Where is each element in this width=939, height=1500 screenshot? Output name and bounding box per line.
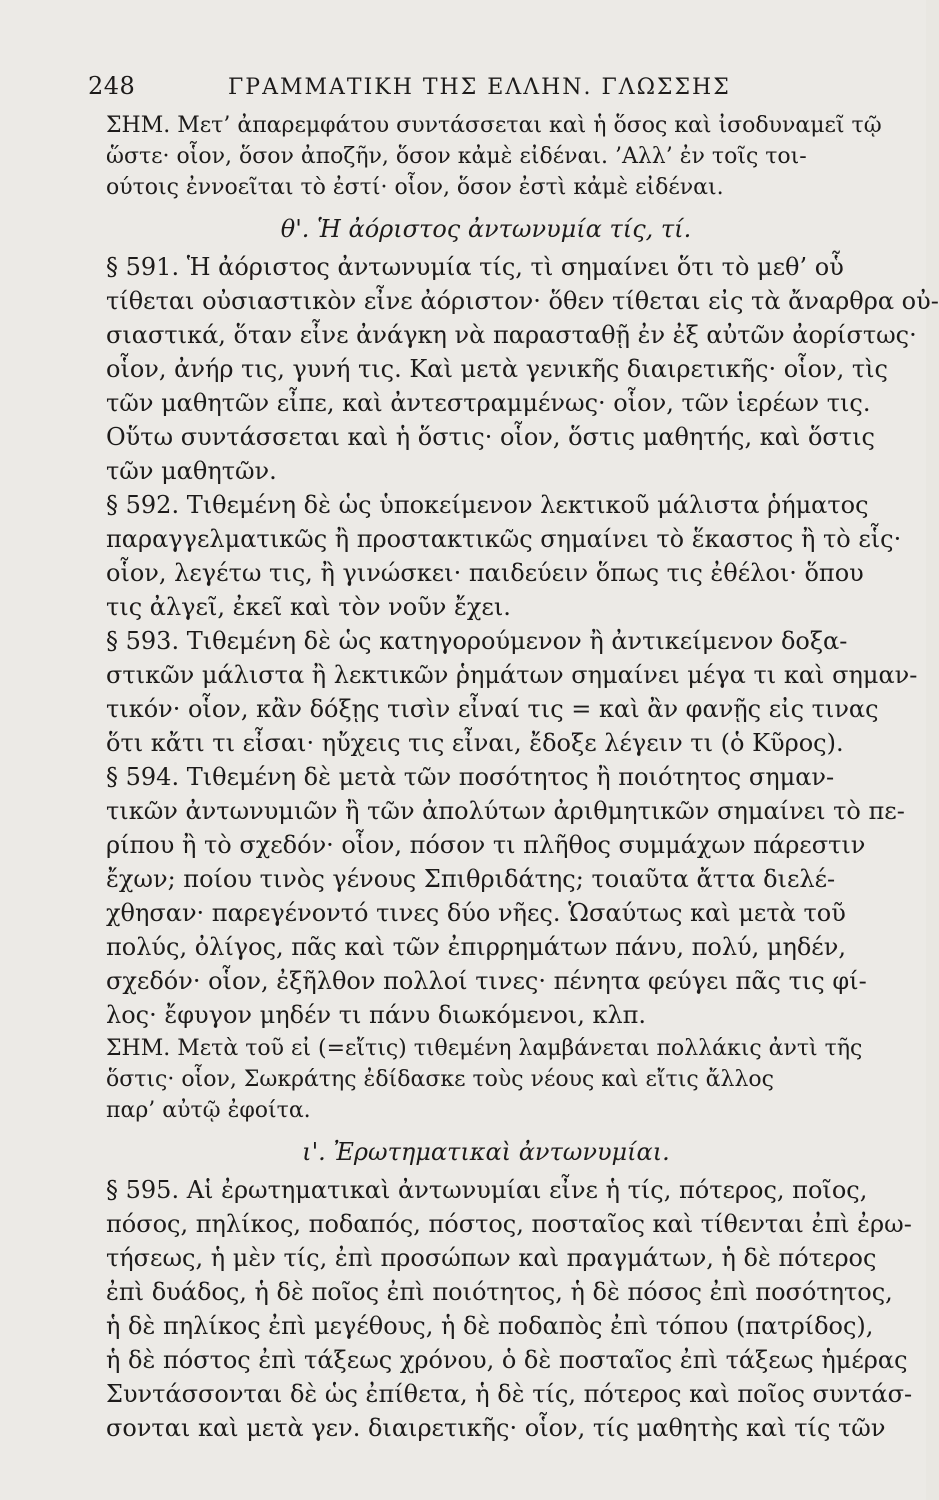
text-line: σχεδόν· οἷον, ἐξῆλθον πολλοί τινες· πένητα φεύγει πᾶς τις φί- <box>106 967 867 995</box>
text-line: παραγγελματικῶς ἢ προστακτικῶς σημαίνει τὸ ἕκαστος ἢ τὸ εἷς· <box>106 525 902 553</box>
text-line: παρ’ αὐτῷ ἐφοίτα. <box>106 1098 311 1123</box>
text-line: ΣΗΜ. Μετὰ τοῦ εἰ (=εἴτις) τιθεμένη λαμβάνεται πολλάκις ἀντὶ τῆς <box>106 1036 863 1061</box>
text-line: τῶν μαθητῶν. <box>106 457 277 485</box>
text-line: Οὕτω συντάσσεται καὶ ἡ ὅστις· οἷον, ὅστις μαθητής, καὶ ὅστις <box>106 423 875 451</box>
text-line: Συντάσσονται δὲ ὡς ἐπίθετα, ἡ δὲ τίς, πότερος καὶ ποῖος συντάσ- <box>106 1380 913 1408</box>
text-line: ἔχων; ποίου τινὸς γένους Σπιθριδάτης; τοιαῦτα ἄττα διελέ- <box>106 865 836 893</box>
text-line: ούτοις ἐννοεῖται τὸ ἐστί· οἷον, ὅσον ἐστὶ κἀμὲ εἰδέναι. <box>106 175 724 200</box>
text-line: ρίπου ἢ τὸ σχεδόν· οἷον, πόσον τι πλῆθος συμμάχων πάρεστιν <box>106 831 866 859</box>
text-line: λος· ἔφυγον μηδέν τι πάνυ διωκόμενοι, κλπ. <box>106 1001 647 1029</box>
text-line: πολύς, ὀλίγος, πᾶς καὶ τῶν ἐπιρρημάτων πάνυ, πολύ, μηδέν, <box>106 933 846 961</box>
page-header <box>88 72 848 112</box>
page-number: 248 <box>88 72 136 100</box>
text-line: πόσος, πηλίκος, ποδαπός, πόστος, ποσταῖος καὶ τίθενται ἐπὶ ἐρω- <box>106 1210 912 1238</box>
text-line: § 592. Τιθεμένη δὲ ὡς ὑποκείμενον λεκτικοῦ μάλιστα ῥήματος <box>106 491 869 519</box>
text-line: § 594. Τιθεμένη δὲ μετὰ τῶν ποσότητος ἢ ποιότητος σημαν- <box>106 763 835 791</box>
text-line: τις ἀλγεῖ, ἐκεῖ καὶ τὸν νοῦν ἔχει. <box>106 593 511 621</box>
running-title: ΓΡΑΜΜΑΤΙΚΗ ΤΗΣ ΕΛΛΗΝ. ΓΛΩΣΣΗΣ <box>228 75 731 100</box>
text-line: τίθεται οὐσιαστικὸν εἶνε ἀόριστον· ὅθεν τίθεται εἰς τὰ ἄναρθρα οὐ- <box>106 287 939 315</box>
text-line: τικόν· οἷον, κἂν δόξῃς τισὶν εἶναί τις = καὶ ἂν φανῇς εἰς τινας <box>106 695 879 723</box>
text-line: τήσεως, ἡ μὲν τίς, ἐπὶ προσώπων καὶ πραγμάτων, ἡ δὲ πότερος <box>106 1244 877 1272</box>
text-line: § 593. Τιθεμένη δὲ ὡς κατηγορούμενον ἢ ἀντικείμενον δοξα- <box>106 627 848 655</box>
text-line: ἡ δὲ πηλίκος ἐπὶ μεγέθους, ἡ δὲ ποδαπὸς ἐπὶ τόπου (πατρίδος), <box>106 1312 874 1340</box>
text-line: τῶν μαθητῶν εἶπε, καὶ ἀντεστραμμένως· οἷον, τῶν ἱερέων τις. <box>106 389 871 417</box>
text-line: ὥστε· οἷον, ὅσον ἀποζῆν, ὅσον κἀμὲ εἰδέναι. ’Αλλ’ ἐν τοῖς τοι- <box>106 144 807 169</box>
text-line: χθησαν· παρεγένοντό τινες δύο νῆες. Ὡσαύτως καὶ μετὰ τοῦ <box>106 899 846 927</box>
text-line: ἐπὶ δυάδος, ἡ δὲ ποῖος ἐπὶ ποιότητος, ἡ δὲ πόσος ἐπὶ ποσότητος, <box>106 1278 893 1306</box>
section-heading: θ'. Ἡ ἀόριστος ἀντωνυμία τίς, τί. <box>280 215 692 243</box>
text-line: ὅτι κἄτι τι εἶσαι· ηὔχεις τις εἶναι, ἔδοξε λέγειν τι (ὁ Κῦρος). <box>106 729 844 757</box>
text-line: οἷον, λεγέτω τις, ἢ γινώσκει· παιδεύειν ὅπως τις ἐθέλοι· ὅπου <box>106 559 864 587</box>
page-body <box>106 110 939 1442</box>
text-line: στικῶν μάλιστα ἢ λεκτικῶν ῥημάτων σημαίνει μέγα τι καὶ σημαν- <box>106 661 918 689</box>
text-line: ὅστις· οἷον, Σωκράτης ἐδίδασκε τοὺς νέους καὶ εἴτις ἄλλος <box>106 1067 774 1092</box>
text-line: οἷον, ἀνήρ τις, γυνή τις. Καὶ μετὰ γενικῆς διαιρετικῆς· οἷον, τὶς <box>106 355 888 383</box>
text-line: σιαστικά, ὅταν εἶνε ἀνάγκη νὰ παρασταθῇ ἐν ἐξ αὐτῶν ἀορίστως· <box>106 321 917 349</box>
text-line: ἡ δὲ πόστος ἐπὶ τάξεως χρόνου, ὁ δὲ ποσταῖος ἐπὶ τάξεως ἡμέρας <box>106 1346 908 1374</box>
text-line: τικῶν ἀντωνυμιῶν ἢ τῶν ἀπολύτων ἀριθμητικῶν σημαίνει τὸ πε- <box>106 797 905 825</box>
text-line: § 595. Αἱ ἐρωτηματικαὶ ἀντωνυμίαι εἶνε ἡ τίς, πότερος, ποῖος, <box>106 1176 868 1204</box>
text-line: ΣΗΜ. Μετ’ ἀπαρεμφάτου συντάσσεται καὶ ἡ ὅσος καὶ ἰσοδυναμεῖ τῷ <box>106 113 882 138</box>
text-line: σονται καὶ μετὰ γεν. διαιρετικῆς· οἷον, τίς μαθητὴς καὶ τίς τῶν <box>106 1414 886 1442</box>
text-line: § 591. Ἡ ἀόριστος ἀντωνυμία τίς, τὶ σημαίνει ὅτι τὸ μεθ’ οὗ <box>106 253 844 281</box>
section-heading: ι'. Ἐρωτηματικαὶ ἀντωνυμίαι. <box>302 1138 670 1166</box>
